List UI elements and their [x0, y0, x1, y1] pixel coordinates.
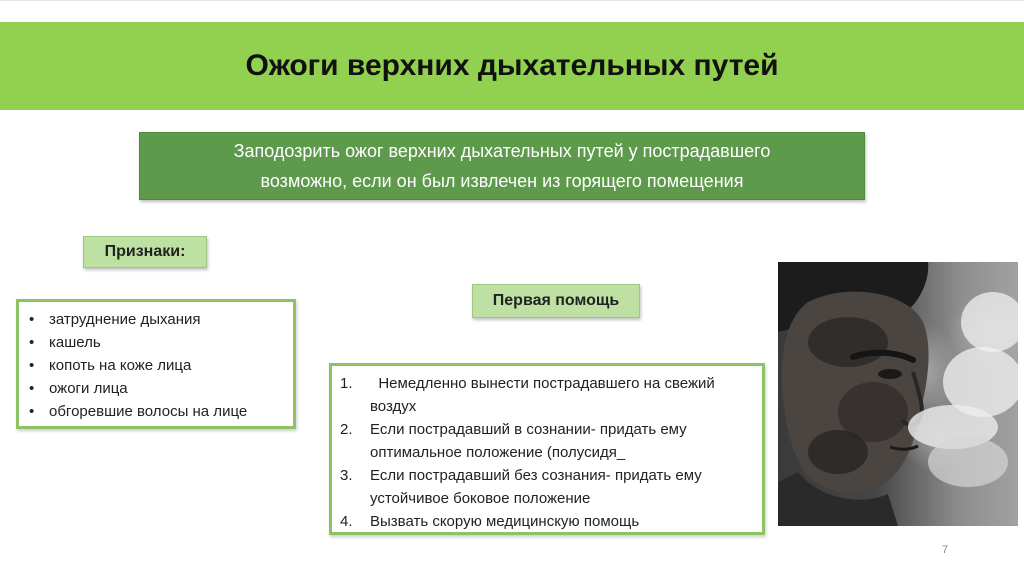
list-item-text: Если пострадавший в сознании- придать ему оптимальное положение (полусидя_	[370, 421, 687, 461]
first-aid-label-box	[472, 284, 640, 318]
signs-label-box	[83, 236, 207, 268]
signs-list-box	[16, 299, 296, 429]
list-item-text: Если пострадавший без сознания- придать ему устойчивое боковое положение	[370, 467, 702, 507]
list-number: 4.	[340, 513, 353, 530]
list-number: 1.	[340, 375, 353, 392]
list-item-text: Вызвать скорую медицинскую помощь	[370, 513, 640, 530]
suspicion-text: Заподозрить ожог верхних дыхательных путей у пострадавшего возможно, если он был извлечен из горящего помещения	[233, 141, 771, 191]
top-border-line	[0, 0, 1024, 6]
list-item: • затруднение дыхания	[49, 308, 293, 331]
list-item: • ожоги лица	[49, 377, 293, 400]
list-item: • обгоревшие волосы на лице	[49, 400, 293, 423]
suspicion-callout	[139, 132, 865, 200]
first-aid-list-box	[329, 363, 765, 535]
page-number: 7	[941, 544, 949, 556]
slide-title: Ожоги верхних дыхательных путей	[245, 49, 779, 82]
list-item-text: Немедленно вынести пострадавшего на свежий воздух	[370, 375, 719, 415]
soot-face-illustration	[778, 262, 1018, 526]
title-bar	[0, 22, 1024, 110]
first-aid-list	[332, 366, 762, 533]
soot-face-photo	[778, 262, 1018, 526]
list-item	[340, 372, 756, 418]
first-aid-label: Первая помощь	[492, 292, 620, 309]
list-item	[340, 510, 756, 533]
list-item: • кашель	[49, 331, 293, 354]
list-item	[340, 464, 756, 510]
list-item: • копоть на коже лица	[49, 354, 293, 377]
list-number: 2.	[340, 421, 353, 438]
list-item	[340, 418, 756, 464]
list-number: 3.	[340, 467, 353, 484]
signs-label: Признаки:	[104, 243, 186, 260]
signs-list	[19, 302, 293, 423]
